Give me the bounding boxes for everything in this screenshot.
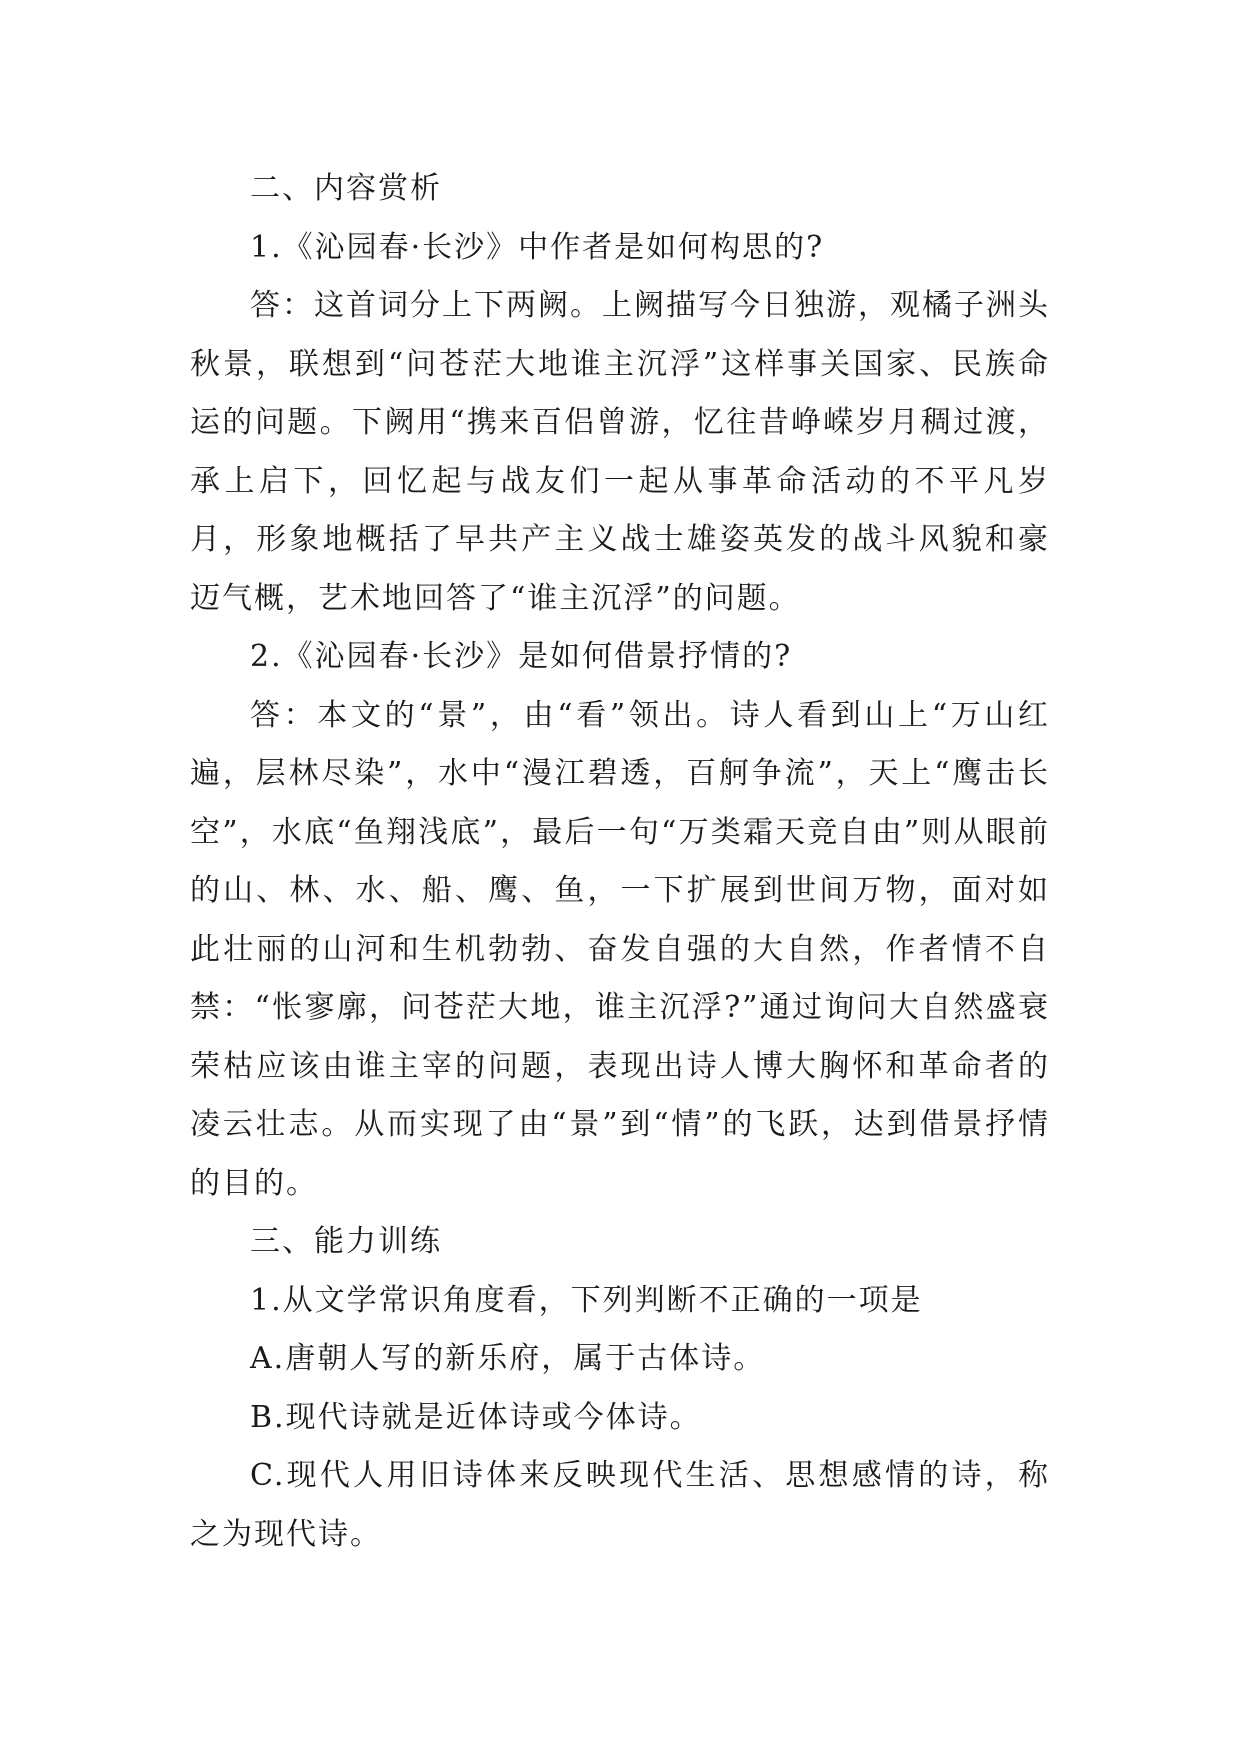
option-c: C.现代人用旧诗体来反映现代生活、思想感情的诗，称之为现代诗。 <box>190 1458 1050 1552</box>
answer-1: 答：这首词分上下两阙。上阙描写今日独游，观橘子洲头秋景，联想到“问苍茫大地谁主沉浮”这样事关国家、民族命运的问题。下阙用“携来百侣曾游，忆往昔峥嵘岁月稠过渡，承上启下，回忆起与战友们一起从事革命活动的不平凡岁月，形象地概括了早共产主义战士雄姿英发的战斗风貌和豪迈气概，艺术地回答了“谁主沉浮”的问题。 <box>190 288 1050 616</box>
section-heading-ability-training: 三、能力训练 <box>250 1224 442 1259</box>
option-a: A.唐朝人写的新乐府，属于古体诗。 <box>250 1341 766 1376</box>
option-b: B.现代诗就是近体诗或今体诗。 <box>250 1399 702 1435</box>
question-1: 1.《沁园春·长沙》中作者是如何构思的? <box>250 229 825 265</box>
document-body <box>190 160 1050 1564</box>
question-2: 2.《沁园春·长沙》是如何借景抒情的? <box>250 639 793 674</box>
section-heading-content-analysis: 二、内容赏析 <box>250 171 442 206</box>
answer-2: 答：本文的“景”，由“看”领出。诗人看到山上“万山红遍，层林尽染”，水中“漫江碧透，百舸争流”，天上“鹰击长空”，水底“鱼翔浅底”，最后一句“万类霜天竞自由”则从眼前的山、林、水、船、鹰、鱼，一下扩展到世间万物，面对如此壮丽的山河和生机勃勃、奋发自强的大自然，作者情不自禁：“怅寥廓，问苍茫大地，谁主沉浮?”通过询问大自然盛衰荣枯应该由谁主宰的问题，表现出诗人博大胸怀和革命者的凌云壮志。从而实现了由“景”到“情”的飞跃，达到借景抒情的目的。 <box>190 697 1050 1201</box>
exercise-1: 1.从文学常识角度看，下列判断不正确的一项是 <box>250 1282 923 1318</box>
